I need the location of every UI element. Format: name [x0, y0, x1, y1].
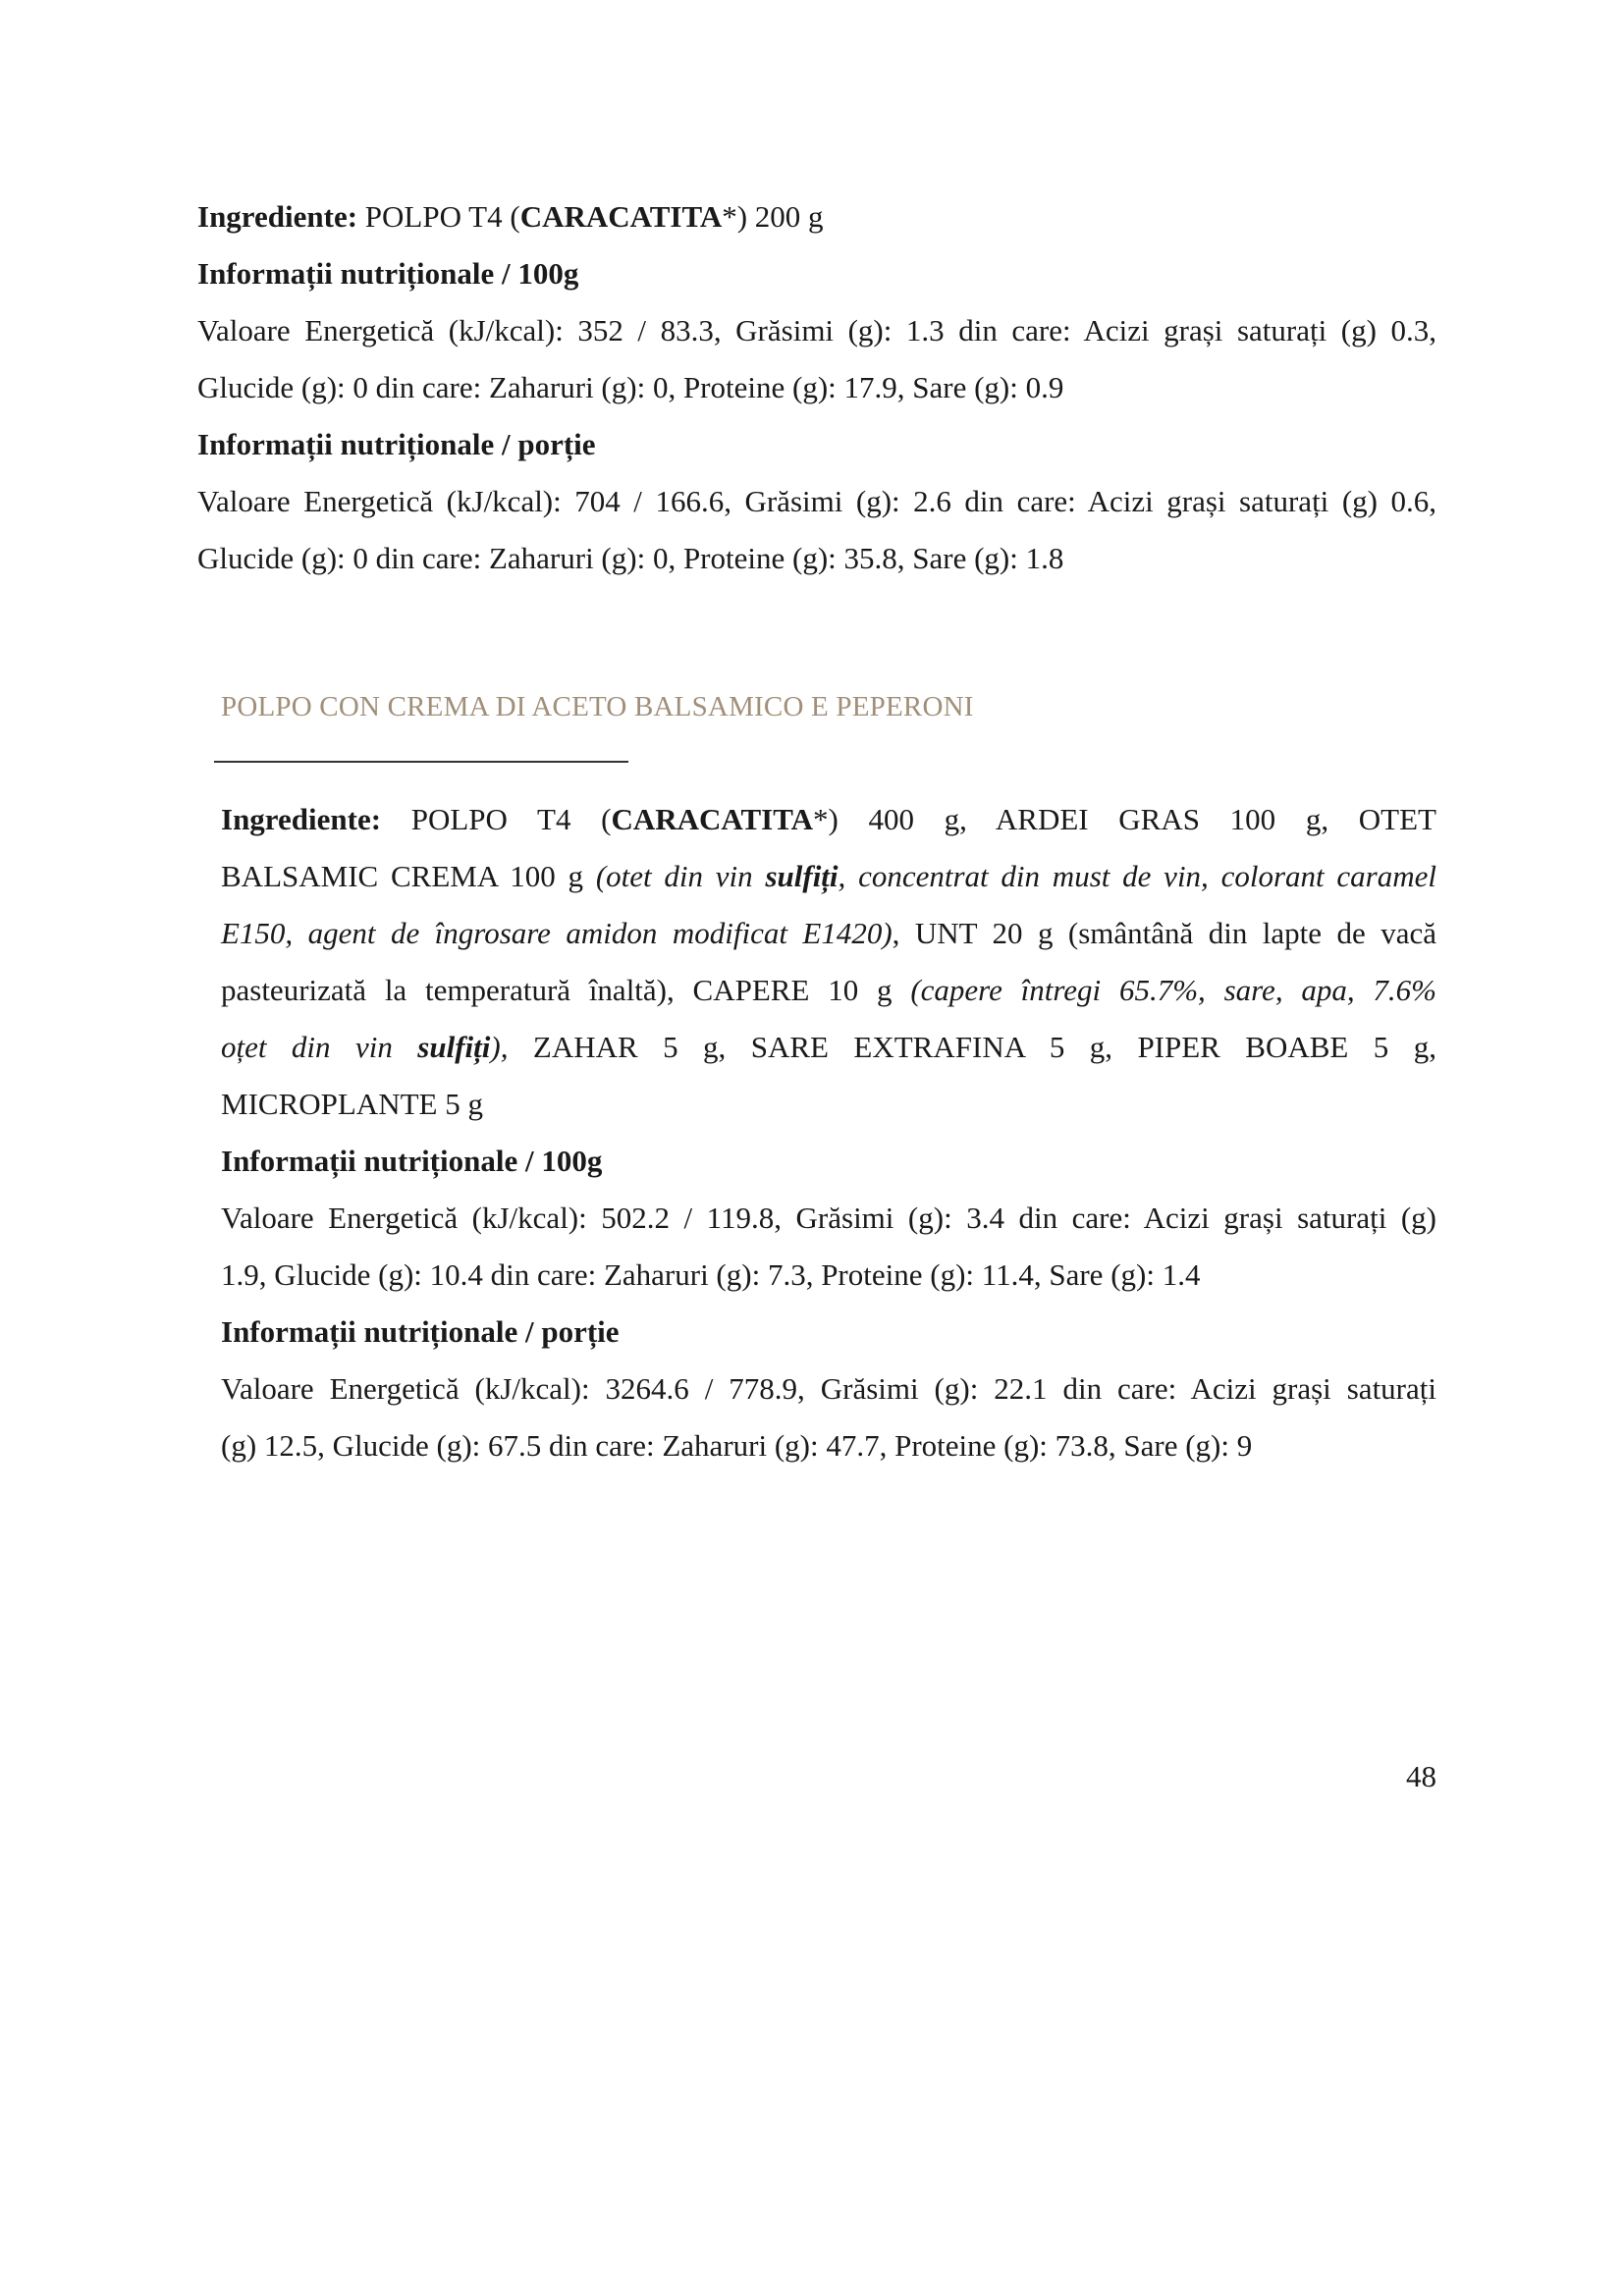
nutrition-portion-line: Glucide (g): 0 din care: Zaharuri (g): 0, Proteine (g): 35.8, Sare (g): 1.8	[197, 541, 1064, 575]
nutrition-100g-line: Glucide (g): 0 din care: Zaharuri (g): 0, Proteine (g): 17.9, Sare (g): 0.9	[197, 370, 1064, 404]
nutrition-portion-title: Informații nutriționale / porție	[221, 1314, 620, 1349]
recipe-1-ingredients: Ingrediente: POLPO T4 (CARACATITA*) 200 g	[197, 199, 824, 234]
nutrition-100g-line: Valoare Energetică (kJ/kcal): 502.2 / 119.8, Grăsimi (g): 3.4 din care: Acizi grași saturați (g)	[221, 1201, 1436, 1235]
nutrition-100g-line: 1.9, Glucide (g): 10.4 din care: Zaharuri (g): 7.3, Proteine (g): 11.4, Sare (g): 1.4	[221, 1257, 1201, 1292]
nutrition-100g-title: Informații nutriționale / 100g	[221, 1144, 603, 1178]
recipe-2-ingredients-line: MICROPLANTE 5 g	[221, 1087, 483, 1121]
nutrition-100g-line: Valoare Energetică (kJ/kcal): 352 / 83.3, Grăsimi (g): 1.3 din care: Acizi grași saturați (g) 0.3,	[197, 313, 1436, 347]
recipe-2-ingredients-line: oțet din vin sulfiți), ZAHAR 5 g, SARE EXTRAFINA 5 g, PIPER BOABE 5 g,	[221, 1030, 1436, 1064]
nutrition-portion-line: Valoare Energetică (kJ/kcal): 3264.6 / 778.9, Grăsimi (g): 22.1 din care: Acizi grași saturați	[221, 1371, 1436, 1406]
title-underline-divider	[214, 761, 628, 763]
nutrition-portion-line: (g) 12.5, Glucide (g): 67.5 din care: Zaharuri (g): 47.7, Proteine (g): 73.8, Sare (g): 9	[221, 1428, 1253, 1463]
nutrition-portion-title: Informații nutriționale / porție	[197, 427, 596, 461]
recipe-1-block	[197, 188, 1436, 587]
page-number: 48	[1406, 1759, 1436, 1793]
ingredients-label: Ingrediente:	[221, 802, 382, 836]
ingredients-label: Ingrediente:	[197, 199, 358, 234]
recipe-2-ingredients-line: pasteurizată la temperatură înaltă), CAPERE 10 g (capere întregi 65.7%, sare, apa, 7.6%	[221, 973, 1436, 1007]
nutrition-portion-line: Valoare Energetică (kJ/kcal): 704 / 166.6, Grăsimi (g): 2.6 din care: Acizi grași saturați (g) 0.6,	[197, 484, 1436, 518]
recipe-2-ingredients-line: E150, agent de îngrosare amidon modificat E1420), UNT 20 g (smântână din lapte de vacă	[221, 916, 1436, 950]
recipe-2-ingredients-line: BALSAMIC CREMA 100 g (otet din vin sulfiți, concentrat din must de vin, colorant caramel	[221, 859, 1436, 893]
recipe-2-title: POLPO CON CREMA DI ACETO BALSAMICO E PEPERONI	[221, 691, 974, 722]
recipe-2-block	[221, 791, 1436, 1474]
recipe-2-ingredients-line: Ingrediente: POLPO T4 (CARACATITA*) 400 g, ARDEI GRAS 100 g, OTET	[221, 802, 1436, 836]
nutrition-100g-title: Informații nutriționale / 100g	[197, 256, 579, 291]
